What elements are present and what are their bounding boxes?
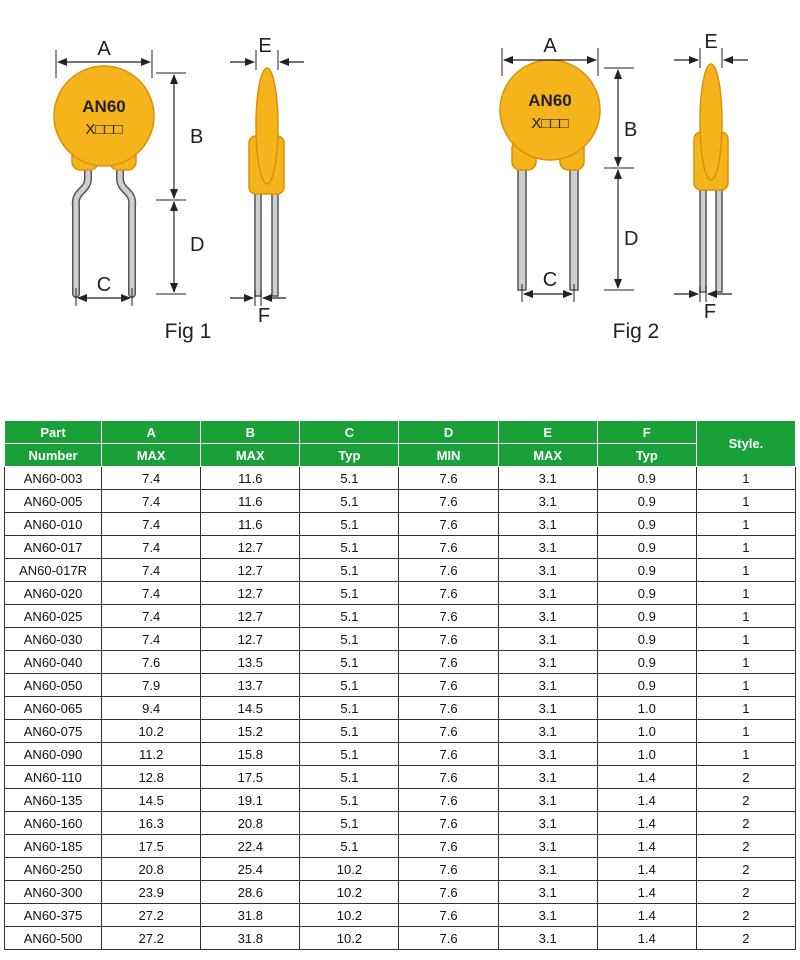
header-d-unit: MIN: [399, 444, 498, 467]
table-cell: 27.2: [102, 927, 201, 950]
table-cell: 5.1: [300, 559, 399, 582]
table-cell: 5.1: [300, 513, 399, 536]
table-cell: 3.1: [498, 881, 597, 904]
table-row: [5, 812, 796, 835]
part-number-cell: AN60-010: [5, 513, 102, 536]
table-cell: 11.2: [102, 743, 201, 766]
fig1-side-view: [249, 68, 284, 296]
table-cell: 9.4: [102, 697, 201, 720]
table-cell: 3.1: [498, 559, 597, 582]
table-cell: 7.6: [399, 812, 498, 835]
table-cell: 1.0: [597, 697, 696, 720]
table-cell: 1.4: [597, 812, 696, 835]
table-cell: 3.1: [498, 467, 597, 490]
table-cell: 7.4: [102, 467, 201, 490]
fig1-part-label: AN60: [82, 97, 126, 116]
part-number-cell: AN60-090: [5, 743, 102, 766]
table-cell: 31.8: [201, 927, 300, 950]
table-cell: 7.6: [399, 766, 498, 789]
table-cell: 5.1: [300, 720, 399, 743]
part-number-cell: AN60-250: [5, 858, 102, 881]
part-number-cell: AN60-017: [5, 536, 102, 559]
table-body: [5, 467, 796, 950]
table-cell: 7.6: [399, 628, 498, 651]
table-cell: 5.1: [300, 743, 399, 766]
table-cell: 27.2: [102, 904, 201, 927]
table-cell: 5.1: [300, 605, 399, 628]
table-cell: 7.9: [102, 674, 201, 697]
header-d: D: [399, 421, 498, 444]
table-cell: 1.4: [597, 766, 696, 789]
part-number-cell: AN60-003: [5, 467, 102, 490]
table-row: [5, 720, 796, 743]
part-number-cell: AN60-075: [5, 720, 102, 743]
table-cell: 11.6: [201, 513, 300, 536]
part-number-cell: AN60-005: [5, 490, 102, 513]
table-cell: 3.1: [498, 582, 597, 605]
part-number-cell: AN60-025: [5, 605, 102, 628]
table-row: [5, 467, 796, 490]
table-cell: 12.8: [102, 766, 201, 789]
table-cell: 2: [696, 789, 795, 812]
table-cell: 10.2: [102, 720, 201, 743]
table-cell: 1: [696, 490, 795, 513]
table-cell: 1: [696, 674, 795, 697]
part-number-cell: AN60-375: [5, 904, 102, 927]
table-cell: 5.1: [300, 582, 399, 605]
table-cell: 7.4: [102, 536, 201, 559]
table-header: [5, 421, 796, 467]
table-cell: 10.2: [300, 904, 399, 927]
table-cell: 20.8: [201, 812, 300, 835]
table-cell: 1.4: [597, 904, 696, 927]
fig2-dim-d-label: D: [624, 228, 639, 250]
table-cell: 7.6: [399, 881, 498, 904]
table-cell: 3.1: [498, 628, 597, 651]
table-cell: 7.4: [102, 513, 201, 536]
part-number-cell: AN60-017R: [5, 559, 102, 582]
table-cell: 7.4: [102, 490, 201, 513]
fig2-front-view: [500, 60, 600, 290]
header-style: Style.: [696, 421, 795, 467]
table-cell: 1.4: [597, 835, 696, 858]
table-row: [5, 651, 796, 674]
table-cell: 7.4: [102, 605, 201, 628]
part-number-cell: AN60-050: [5, 674, 102, 697]
table-cell: 1: [696, 559, 795, 582]
part-number-cell: AN60-160: [5, 812, 102, 835]
table-row: [5, 628, 796, 651]
table-cell: 7.6: [399, 513, 498, 536]
table-cell: 1: [696, 467, 795, 490]
dimension-figures: [0, 0, 800, 380]
table-cell: 5.1: [300, 835, 399, 858]
table-cell: 0.9: [597, 559, 696, 582]
table-row: [5, 743, 796, 766]
part-number-cell: AN60-030: [5, 628, 102, 651]
table-cell: 3.1: [498, 536, 597, 559]
table-cell: 17.5: [102, 835, 201, 858]
header-row-bottom: [5, 444, 796, 467]
table-cell: 16.3: [102, 812, 201, 835]
header-b-unit: MAX: [201, 444, 300, 467]
table-cell: 1: [696, 697, 795, 720]
fig2-dim-a-label: A: [543, 35, 557, 57]
table-cell: 0.9: [597, 674, 696, 697]
header-c-unit: Typ: [300, 444, 399, 467]
fig2-disc-body: [500, 60, 600, 160]
table-cell: 1.4: [597, 858, 696, 881]
table-cell: 0.9: [597, 467, 696, 490]
table-cell: 3.1: [498, 743, 597, 766]
header-b: B: [201, 421, 300, 444]
table-cell: 3.1: [498, 605, 597, 628]
table-cell: 0.9: [597, 651, 696, 674]
specification-table: [4, 420, 796, 950]
table-cell: 1: [696, 605, 795, 628]
table-row: [5, 674, 796, 697]
table-cell: 1: [696, 513, 795, 536]
table-cell: 7.6: [399, 743, 498, 766]
table-cell: 10.2: [300, 927, 399, 950]
table-cell: 0.9: [597, 582, 696, 605]
table-cell: 12.7: [201, 582, 300, 605]
part-number-cell: AN60-500: [5, 927, 102, 950]
table-row: [5, 904, 796, 927]
table-cell: 1: [696, 628, 795, 651]
table-cell: 7.6: [399, 835, 498, 858]
table-cell: 0.9: [597, 490, 696, 513]
table-cell: 2: [696, 881, 795, 904]
table-cell: 7.6: [102, 651, 201, 674]
table-row: [5, 835, 796, 858]
table-cell: 12.7: [201, 605, 300, 628]
table-row: [5, 490, 796, 513]
table-cell: 3.1: [498, 835, 597, 858]
table-cell: 7.6: [399, 697, 498, 720]
table-cell: 3.1: [498, 674, 597, 697]
table-cell: 7.4: [102, 559, 201, 582]
part-number-cell: AN60-040: [5, 651, 102, 674]
table-cell: 7.6: [399, 490, 498, 513]
table-cell: 5.1: [300, 674, 399, 697]
table-cell: 2: [696, 835, 795, 858]
table-cell: 14.5: [102, 789, 201, 812]
table-cell: 28.6: [201, 881, 300, 904]
table-cell: 5.1: [300, 812, 399, 835]
table-row: [5, 605, 796, 628]
table-row: [5, 513, 796, 536]
table-cell: 2: [696, 766, 795, 789]
table-cell: 3.1: [498, 490, 597, 513]
table-cell: 15.8: [201, 743, 300, 766]
fig1-dim-a-label: A: [97, 38, 111, 60]
table-cell: 7.6: [399, 858, 498, 881]
table-cell: 5.1: [300, 651, 399, 674]
table-cell: 5.1: [300, 536, 399, 559]
table-cell: 3.1: [498, 513, 597, 536]
table-cell: 7.4: [102, 628, 201, 651]
fig2-side-view: [694, 64, 728, 292]
table-cell: 19.1: [201, 789, 300, 812]
table-cell: 2: [696, 927, 795, 950]
part-number-cell: AN60-020: [5, 582, 102, 605]
table-row: [5, 559, 796, 582]
part-number-cell: AN60-135: [5, 789, 102, 812]
table-cell: 14.5: [201, 697, 300, 720]
fig2-dim-b-label: B: [624, 119, 638, 141]
table-cell: 3.1: [498, 904, 597, 927]
table-cell: 5.1: [300, 467, 399, 490]
fig1-code-label: X□□□: [85, 121, 123, 138]
table-row: [5, 927, 796, 950]
table-cell: 11.6: [201, 490, 300, 513]
table-cell: 10.2: [300, 881, 399, 904]
header-e-unit: MAX: [498, 444, 597, 467]
table-cell: 20.8: [102, 858, 201, 881]
table-cell: 0.9: [597, 605, 696, 628]
table-cell: 7.6: [399, 536, 498, 559]
table-row: [5, 881, 796, 904]
table-cell: 7.4: [102, 582, 201, 605]
part-number-cell: AN60-300: [5, 881, 102, 904]
table-row: [5, 858, 796, 881]
table-row: [5, 766, 796, 789]
table-cell: 3.1: [498, 927, 597, 950]
table-cell: 1: [696, 536, 795, 559]
header-e: E: [498, 421, 597, 444]
fig2-part-label: AN60: [528, 91, 572, 110]
table-row: [5, 582, 796, 605]
table-cell: 17.5: [201, 766, 300, 789]
fig1-dim-b-label: B: [190, 126, 204, 148]
table-cell: 13.7: [201, 674, 300, 697]
table-cell: 7.6: [399, 789, 498, 812]
table-cell: 3.1: [498, 697, 597, 720]
header-row-top: [5, 421, 796, 444]
header-part: Part: [5, 421, 102, 444]
table-cell: 7.6: [399, 651, 498, 674]
table-cell: 2: [696, 858, 795, 881]
table-cell: 7.6: [399, 605, 498, 628]
part-number-cell: AN60-185: [5, 835, 102, 858]
table-cell: 12.7: [201, 536, 300, 559]
table-row: [5, 697, 796, 720]
table-cell: 3.1: [498, 858, 597, 881]
table-cell: 12.7: [201, 559, 300, 582]
table-cell: 3.1: [498, 812, 597, 835]
fig1-caption: Fig 1: [164, 320, 212, 343]
table-cell: 1: [696, 582, 795, 605]
table-cell: 5.1: [300, 697, 399, 720]
table-cell: 25.4: [201, 858, 300, 881]
fig1-dim-e-label: E: [258, 35, 272, 57]
table-cell: 31.8: [201, 904, 300, 927]
table-cell: 7.6: [399, 559, 498, 582]
part-number-cell: AN60-110: [5, 766, 102, 789]
table-cell: 1: [696, 651, 795, 674]
table-cell: 1: [696, 720, 795, 743]
table-cell: 23.9: [102, 881, 201, 904]
fig1-dim-f-label: F: [257, 305, 271, 327]
table-cell: 12.7: [201, 628, 300, 651]
table-cell: 0.9: [597, 628, 696, 651]
fig1-dim-d-label: D: [190, 234, 205, 256]
table-cell: 5.1: [300, 766, 399, 789]
header-a: A: [102, 421, 201, 444]
table-cell: 1.0: [597, 720, 696, 743]
part-number-cell: AN60-065: [5, 697, 102, 720]
table-cell: 7.6: [399, 674, 498, 697]
table-cell: 7.6: [399, 904, 498, 927]
table-cell: 2: [696, 812, 795, 835]
table-cell: 15.2: [201, 720, 300, 743]
table-cell: 2: [696, 904, 795, 927]
table-cell: 10.2: [300, 858, 399, 881]
table-cell: 13.5: [201, 651, 300, 674]
table-cell: 3.1: [498, 720, 597, 743]
table-cell: 1: [696, 743, 795, 766]
table-cell: 7.6: [399, 720, 498, 743]
table-cell: 11.6: [201, 467, 300, 490]
table-cell: 5.1: [300, 628, 399, 651]
table-cell: 22.4: [201, 835, 300, 858]
table-cell: 7.6: [399, 467, 498, 490]
table-cell: 5.1: [300, 789, 399, 812]
table-cell: 1.0: [597, 743, 696, 766]
header-f: F: [597, 421, 696, 444]
table-cell: 1.4: [597, 881, 696, 904]
table-cell: 1.4: [597, 789, 696, 812]
header-f-unit: Typ: [597, 444, 696, 467]
table-cell: 0.9: [597, 513, 696, 536]
table-row: [5, 789, 796, 812]
table-cell: 3.1: [498, 766, 597, 789]
fig2-code-label: X□□□: [531, 115, 569, 132]
table-cell: 3.1: [498, 789, 597, 812]
table-row: [5, 536, 796, 559]
table-cell: 7.6: [399, 927, 498, 950]
fig2-caption: Fig 2: [612, 320, 660, 343]
fig2-dim-f-label: F: [703, 301, 717, 323]
table-cell: 5.1: [300, 490, 399, 513]
header-c: C: [300, 421, 399, 444]
header-number: Number: [5, 444, 102, 467]
header-a-unit: MAX: [102, 444, 201, 467]
table-cell: 3.1: [498, 651, 597, 674]
table-cell: 0.9: [597, 536, 696, 559]
fig1-front-view: [54, 66, 154, 294]
fig2-dim-c-label: C: [542, 269, 558, 291]
table-cell: 1.4: [597, 927, 696, 950]
fig2-dim-e-label: E: [704, 31, 718, 53]
fig1-disc-body: [54, 66, 154, 166]
fig1-dim-c-label: C: [96, 274, 112, 296]
table-cell: 7.6: [399, 582, 498, 605]
